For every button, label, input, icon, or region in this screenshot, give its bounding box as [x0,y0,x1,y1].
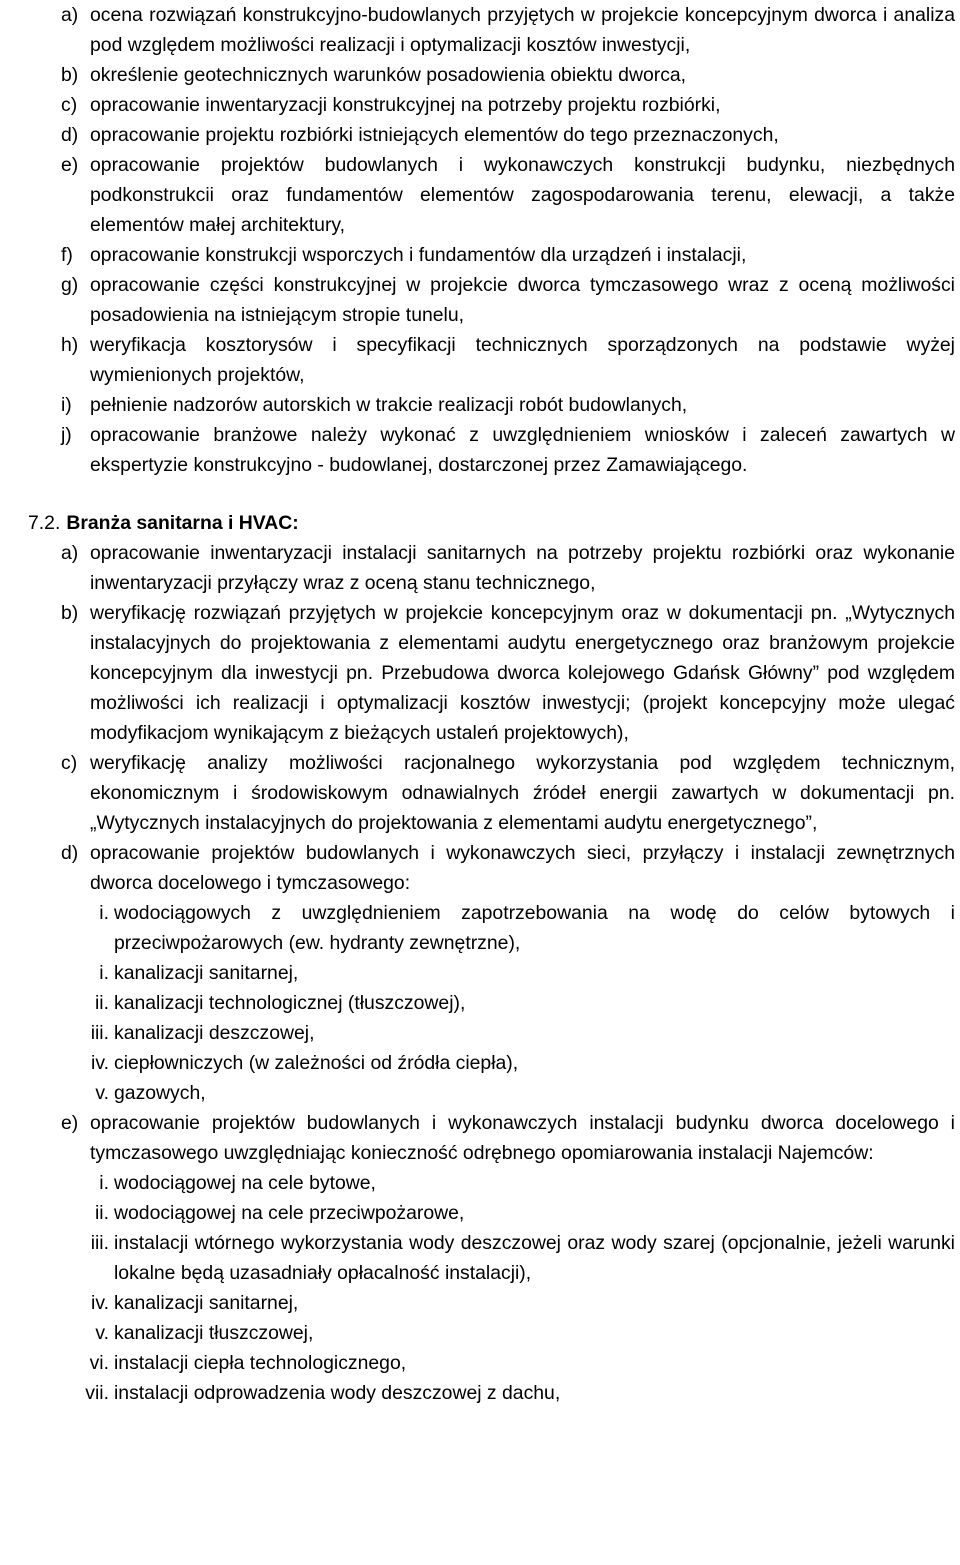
list-item-label: j) [61,424,72,446]
sub-list-item [0,1318,955,1348]
sub-list-item-text: kanalizacji sanitarnej, [114,962,299,984]
sub-list-item-label: iv. [91,1292,109,1314]
sub-list-item-text: wodociągowych z uwzględnieniem zapotrzebowania na wodę do celów bytowych i przeciwpożarowych (ew. hydranty zewnętrzne), [114,902,955,954]
sub-list-item-text: wodociągowej na cele bytowe, [114,1172,376,1194]
sub-list-item-text: kanalizacji technologicznej (tłuszczowej), [114,992,466,1014]
list-item [0,538,955,598]
list-item-label: g) [61,274,79,296]
list-item [0,270,955,330]
sub-list-item-label: i. [99,962,109,984]
sub-list-item-text: instalacji ciepła technologicznego, [114,1352,407,1374]
list-item-text: opracowanie konstrukcji wsporczych i fundamentów dla urządzeń i instalacji, [90,244,747,266]
list-item-label: c) [61,94,78,116]
sanitary-hvac-tasks-list [0,538,960,1408]
section-number: 7.2. [28,512,61,534]
list-item-label: i) [61,394,72,416]
list-item [0,60,955,90]
section-title: Branża sanitarna i HVAC: [66,512,299,534]
list-item-label: e) [61,1112,79,1134]
list-item [0,150,955,240]
sub-list-item [0,1288,955,1318]
sub-list-item [0,1078,955,1108]
sub-list-item [0,1378,955,1408]
sub-list-item-text: kanalizacji tłuszczowej, [114,1322,314,1344]
sub-list-item-label: iii. [90,1022,109,1044]
list-item-text: opracowanie branżowe należy wykonać z uwzględnieniem wniosków i zaleceń zawartych w ekspertyzie konstrukcyjno - budowlanej, dostarczonej przez Zamawiającego. [90,424,955,476]
sub-list-item [0,1228,955,1288]
list-item-text: opracowanie części konstrukcyjnej w projekcie dworca tymczasowego wraz z oceną możliwości posadowienia na istniejącym stropie tunelu, [90,274,955,326]
sub-list-item-label: v. [95,1082,109,1104]
list-item-label: e) [61,154,79,176]
sub-list-item [0,1168,955,1198]
list-item-label: b) [61,602,79,624]
sub-list-item [0,1018,955,1048]
sub-list-item-label: iv. [91,1052,109,1074]
list-item [0,598,955,748]
list-item-label: b) [61,64,79,86]
list-item [0,838,955,898]
list-item-text: weryfikacja kosztorysów i specyfikacji technicznych sporządzonych na podstawie wyżej wymienionych projektów, [90,334,955,386]
sub-list-item-label: vii. [85,1382,109,1404]
sub-list-item-text: kanalizacji sanitarnej, [114,1292,299,1314]
sub-list-item-text: kanalizacji deszczowej, [114,1022,315,1044]
sub-list-item-text: ciepłowniczych (w zależności od źródła ciepła), [114,1052,519,1074]
list-item-text: opracowanie inwentaryzacji instalacji sanitarnych na potrzeby projektu rozbiórki oraz wykonanie inwentaryzacji przyłączy wraz z oceną stanu technicznego, [90,542,955,594]
list-item-label: d) [61,842,79,864]
list-item-text: weryfikację rozwiązań przyjętych w projekcie koncepcyjnym oraz w dokumentacji pn. „Wytycznych instalacyjnych do projektowania z elementami audytu energetycznego oraz branżowym projekcie koncepcyjnym dla inwestycji pn. Przebudowa dworca kolejowego Gdańsk Główny” pod względem możliwości ich realizacji i optymalizacji kosztów inwestycji; (projekt koncepcyjny może ulegać modyfikacjom wynikającym z bieżących ustaleń projektowych), [90,602,955,744]
list-item [0,240,955,270]
sub-list-item-label: ii. [94,992,109,1014]
sub-list-item-text: instalacji wtórnego wykorzystania wody deszczowej oraz wody szarej (opcjonalnie, jeżeli warunki lokalne będą uzasadniały opłacalność instalacji), [114,1232,955,1284]
list-item [0,420,955,480]
list-item-label: h) [61,334,79,356]
list-item-text: weryfikację analizy możliwości racjonalnego wykorzystania pod względem technicznym, ekonomicznym i środowiskowym odnawialnych źródeł energii zawartych w dokumentacji pn. „Wytycznych instalacyjnych do projektowania z elementami audytu energetycznego”, [90,752,955,834]
list-item-text: pełnienie nadzorów autorskich w trakcie realizacji robót budowlanych, [90,394,688,416]
list-item [0,330,955,390]
list-item [0,748,955,838]
list-item-text: opracowanie inwentaryzacji konstrukcyjnej na potrzeby projektu rozbiórki, [90,94,721,116]
structural-tasks-list [0,0,960,480]
sub-list-item-label: ii. [94,1202,109,1224]
list-item [0,1108,955,1168]
sub-list-item-label: i. [99,1172,109,1194]
list-item-label: d) [61,124,79,146]
sub-list-item-label: v. [95,1322,109,1344]
sub-list-item [0,898,955,958]
sub-list-item-label: vi. [89,1352,109,1374]
list-item-text: opracowanie projektów budowlanych i wykonawczych instalacji budynku dworca docelowego i tymczasowego uwzględniając konieczność odrębnego opomiarowania instalacji Najemców: [90,1112,955,1164]
list-item [0,390,955,420]
sub-list-item-label: i. [99,902,109,924]
sub-list-item [0,1348,955,1378]
sub-list-item [0,1048,955,1078]
list-item-text: opracowanie projektu rozbiórki istniejących elementów do tego przeznaczonych, [90,124,779,146]
list-item-label: a) [61,542,79,564]
list-item [0,0,955,60]
sub-list-item [0,1198,955,1228]
sub-list-item-text: wodociągowej na cele przeciwpożarowe, [114,1202,465,1224]
sub-list-item-label: iii. [90,1232,109,1254]
sub-list-item [0,988,955,1018]
sub-list-item [0,958,955,988]
list-item-text: ocena rozwiązań konstrukcyjno-budowlanych przyjętych w projekcie koncepcyjnym dworca i analiza pod względem możliwości realizacji i optymalizacji kosztów inwestycji, [90,4,955,56]
list-item-text: opracowanie projektów budowlanych i wykonawczych sieci, przyłączy i instalacji zewnętrznych dworca docelowego i tymczasowego: [90,842,955,894]
section-heading [28,508,960,538]
list-item-label: c) [61,752,78,774]
list-item-label: a) [61,4,79,26]
sub-list-item-text: gazowych, [114,1082,206,1104]
list-item-label: f) [61,244,73,266]
list-item-text: określenie geotechnicznych warunków posadowienia obiektu dworca, [90,64,687,86]
list-item-text: opracowanie projektów budowlanych i wykonawczych konstrukcji budynku, niezbędnych podkonstrukcii oraz fundamentów elementów zagospodarowania terenu, elewacji, a także elementów małej architektury, [90,154,955,236]
list-item [0,120,955,150]
sub-list-item-text: instalacji odprowadzenia wody deszczowej z dachu, [114,1382,561,1404]
list-item [0,90,955,120]
